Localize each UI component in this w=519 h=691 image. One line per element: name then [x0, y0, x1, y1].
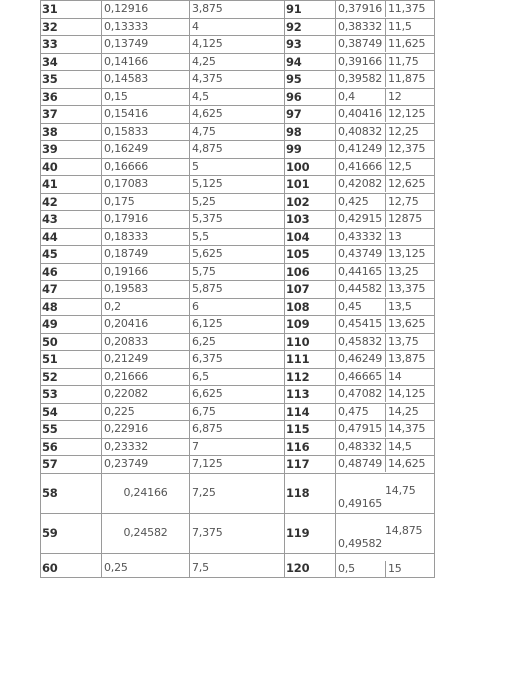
- value-pair-cell: [336, 211, 435, 229]
- value-cell: 5,5: [190, 228, 285, 246]
- value-cell: 0,14583: [102, 71, 190, 89]
- table-row: [41, 473, 435, 513]
- row-number: 51: [41, 351, 102, 369]
- value-cell: 0,19583: [102, 281, 190, 299]
- value-cell: 0,47082: [336, 386, 386, 402]
- value-cell: 0,21249: [102, 351, 190, 369]
- row-number: 97: [285, 106, 336, 124]
- value-pair-cell: [336, 53, 435, 71]
- value-pair-cell: [336, 553, 435, 577]
- value-cell: 0,41666: [336, 159, 386, 175]
- value-cell: 4,625: [190, 106, 285, 124]
- value-cell: 0,14166: [102, 53, 190, 71]
- value-pair-cell: [336, 246, 435, 264]
- value-cell: 0,4: [336, 89, 386, 105]
- value-cell: 6: [190, 298, 285, 316]
- value-pair-cell: [336, 36, 435, 54]
- value-pair-cell: [336, 141, 435, 159]
- value-cell: 13: [388, 229, 402, 243]
- row-number: 93: [285, 36, 336, 54]
- row-number: 52: [41, 368, 102, 386]
- value-cell: 6,625: [190, 386, 285, 404]
- row-number: 43: [41, 211, 102, 229]
- value-cell: 5,125: [190, 176, 285, 194]
- table-row: [41, 88, 435, 106]
- value-cell: 0,25: [102, 553, 190, 577]
- table-row: [41, 421, 435, 439]
- value-pair-cell: [336, 368, 435, 386]
- value-cell: 0,45415: [336, 316, 386, 332]
- value-cell: 0,44165: [336, 264, 386, 280]
- table-row: [41, 438, 435, 456]
- row-number: 101: [285, 176, 336, 194]
- value-cell: 6,875: [190, 421, 285, 439]
- value-pair-cell: [336, 71, 435, 89]
- table-row: [41, 53, 435, 71]
- value-cell: 0,39582: [336, 71, 386, 87]
- value-cell: 5,75: [190, 263, 285, 281]
- value-cell: 14,625: [388, 457, 426, 470]
- value-cell: 0,13333: [102, 18, 190, 36]
- table-row: [41, 263, 435, 281]
- value-pair-cell: [336, 351, 435, 369]
- table-row: [41, 368, 435, 386]
- table-row: [41, 211, 435, 229]
- row-number: 57: [41, 456, 102, 474]
- table-row: [41, 316, 435, 334]
- row-number: 107: [285, 281, 336, 299]
- value-cell: 6,375: [190, 351, 285, 369]
- value-pair-cell: [336, 386, 435, 404]
- value-cell: 0,15: [102, 88, 190, 106]
- value-cell: 4,75: [190, 123, 285, 141]
- value-cell: 0,18333: [102, 228, 190, 246]
- value-cell: 0,48332: [336, 439, 386, 455]
- row-number: 115: [285, 421, 336, 439]
- row-number: 48: [41, 298, 102, 316]
- value-cell: 0,17083: [102, 176, 190, 194]
- value-pair-cell: [336, 438, 435, 456]
- row-number: 116: [285, 438, 336, 456]
- row-number: 54: [41, 403, 102, 421]
- value-cell: 0,18749: [102, 246, 190, 264]
- row-number: 37: [41, 106, 102, 124]
- value-pair-cell: [336, 176, 435, 194]
- row-number: 44: [41, 228, 102, 246]
- value-cell: 4: [190, 18, 285, 36]
- row-number: 110: [285, 333, 336, 351]
- row-number: 47: [41, 281, 102, 299]
- value-pair-cell: [336, 123, 435, 141]
- value-cell: 5,375: [190, 211, 285, 229]
- value-pair-cell: [336, 281, 435, 299]
- row-number: 106: [285, 263, 336, 281]
- value-cell: 0,24582: [102, 513, 190, 553]
- value-cell: 12,125: [388, 107, 426, 120]
- row-number: 102: [285, 193, 336, 211]
- value-cell: 0,19166: [102, 263, 190, 281]
- value-cell: 15: [388, 561, 402, 575]
- value-cell: 6,5: [190, 368, 285, 386]
- value-cell: 0,24166: [102, 473, 190, 513]
- row-number: 111: [285, 351, 336, 369]
- value-cell: 0,20416: [102, 316, 190, 334]
- value-table: [40, 0, 435, 578]
- table-row: [41, 193, 435, 211]
- value-cell: 5: [190, 158, 285, 176]
- value-cell: 0,43749: [336, 246, 386, 262]
- row-number: 118: [285, 473, 336, 513]
- value-cell: 0,47915: [336, 421, 386, 437]
- value-pair-cell: [336, 421, 435, 439]
- value-pair-cell: [336, 298, 435, 316]
- row-number: 58: [41, 473, 102, 513]
- row-number: 56: [41, 438, 102, 456]
- value-cell: 13,625: [388, 317, 426, 330]
- value-cell: 0,46665: [336, 369, 386, 385]
- value-cell: 0,41249: [336, 141, 386, 157]
- row-number: 120: [285, 553, 336, 577]
- row-number: 119: [285, 513, 336, 553]
- value-cell: 0,45832: [336, 334, 386, 350]
- value-cell: 0,21666: [102, 368, 190, 386]
- value-cell: 0,37916: [336, 1, 386, 17]
- value-cell: 12,375: [388, 142, 426, 155]
- row-number: 45: [41, 246, 102, 264]
- table-row: [41, 176, 435, 194]
- row-number: 50: [41, 333, 102, 351]
- table-row: [41, 281, 435, 299]
- value-pair-cell: [336, 193, 435, 211]
- row-number: 113: [285, 386, 336, 404]
- value-cell: 11,5: [388, 19, 412, 33]
- value-cell: 4,125: [190, 36, 285, 54]
- row-number: 49: [41, 316, 102, 334]
- table-row: [41, 106, 435, 124]
- value-cell: 13,5: [388, 299, 412, 313]
- row-number: 99: [285, 141, 336, 159]
- row-number: 112: [285, 368, 336, 386]
- value-cell: 12,25: [388, 124, 419, 138]
- table-row: [41, 403, 435, 421]
- row-number: 39: [41, 141, 102, 159]
- value-cell: 12875: [388, 212, 422, 225]
- value-cell: 0,42082: [336, 176, 386, 192]
- value-cell: 14,875: [385, 524, 423, 537]
- table-row: [41, 36, 435, 54]
- value-cell: 13,125: [388, 247, 426, 260]
- table-row: [41, 351, 435, 369]
- value-cell: 13,375: [388, 282, 426, 295]
- value-pair-cell: [336, 158, 435, 176]
- value-cell: 0,40416: [336, 106, 386, 122]
- row-number: 103: [285, 211, 336, 229]
- value-cell: 6,75: [190, 403, 285, 421]
- value-cell: 4,5: [190, 88, 285, 106]
- table-row: [41, 228, 435, 246]
- value-cell: 5,875: [190, 281, 285, 299]
- table-row: [41, 71, 435, 89]
- table-row: [41, 553, 435, 577]
- value-cell: 0,16249: [102, 141, 190, 159]
- value-cell: 13,25: [388, 264, 419, 278]
- row-number: 60: [41, 553, 102, 577]
- value-cell: 0,38749: [336, 36, 386, 52]
- value-cell: 0,23332: [102, 438, 190, 456]
- value-cell: 7,375: [190, 513, 285, 553]
- value-cell: 3,875: [190, 1, 285, 19]
- value-cell: 11,375: [388, 2, 426, 15]
- value-cell: 12: [388, 89, 402, 103]
- value-cell: 0,22916: [102, 421, 190, 439]
- row-number: 34: [41, 53, 102, 71]
- value-cell: 0,43332: [336, 229, 386, 245]
- row-number: 94: [285, 53, 336, 71]
- row-number: 96: [285, 88, 336, 106]
- value-cell: 11,75: [388, 54, 419, 68]
- value-pair-cell: [336, 228, 435, 246]
- row-number: 31: [41, 1, 102, 19]
- row-number: 91: [285, 1, 336, 19]
- value-cell: 0,16666: [102, 158, 190, 176]
- value-cell: 4,875: [190, 141, 285, 159]
- value-cell: 7,25: [190, 473, 285, 513]
- value-cell: 11,875: [388, 72, 426, 85]
- value-cell: 0,20833: [102, 333, 190, 351]
- table-row: [41, 141, 435, 159]
- value-pair-cell: [336, 263, 435, 281]
- row-number: 117: [285, 456, 336, 474]
- value-cell: 0,12916: [102, 1, 190, 19]
- value-cell: 0,49582: [338, 536, 383, 550]
- row-number: 105: [285, 246, 336, 264]
- row-number: 108: [285, 298, 336, 316]
- value-cell: 0,38332: [336, 19, 386, 35]
- value-pair-cell: [336, 403, 435, 421]
- value-cell: 4,25: [190, 53, 285, 71]
- row-number: 95: [285, 71, 336, 89]
- value-cell: 12,75: [388, 194, 419, 208]
- value-cell: 0,48749: [336, 456, 386, 472]
- value-cell: 0,2: [102, 298, 190, 316]
- row-number: 36: [41, 88, 102, 106]
- row-number: 53: [41, 386, 102, 404]
- value-pair-cell: [336, 106, 435, 124]
- value-cell: 0,39166: [336, 54, 386, 70]
- value-cell: 0,425: [336, 194, 386, 210]
- value-cell: 12,5: [388, 159, 412, 173]
- value-cell: 0,225: [102, 403, 190, 421]
- value-cell: 0,15416: [102, 106, 190, 124]
- row-number: 42: [41, 193, 102, 211]
- row-number: 55: [41, 421, 102, 439]
- value-cell: 0,22082: [102, 386, 190, 404]
- table-row: [41, 158, 435, 176]
- value-cell: 13,875: [388, 352, 426, 365]
- value-cell: 14,25: [388, 404, 419, 418]
- value-cell: 6,25: [190, 333, 285, 351]
- row-number: 109: [285, 316, 336, 334]
- value-cell: 0,42915: [336, 211, 386, 227]
- value-cell: 4,375: [190, 71, 285, 89]
- value-cell: 0,15833: [102, 123, 190, 141]
- value-pair-cell: [336, 473, 435, 513]
- table-row: [41, 1, 435, 19]
- value-cell: 6,125: [190, 316, 285, 334]
- value-cell: 11,625: [388, 37, 426, 50]
- table-row: [41, 386, 435, 404]
- value-cell: 5,25: [190, 193, 285, 211]
- table-row: [41, 513, 435, 553]
- value-pair-cell: [336, 18, 435, 36]
- row-number: 59: [41, 513, 102, 553]
- value-cell: 5,625: [190, 246, 285, 264]
- row-number: 92: [285, 18, 336, 36]
- value-cell: 14: [388, 369, 402, 383]
- value-table-body: [41, 1, 435, 578]
- value-cell: 14,375: [388, 422, 426, 435]
- value-pair-cell: [336, 513, 435, 553]
- value-cell: 0,475: [336, 404, 386, 420]
- value-pair-cell: [336, 1, 435, 19]
- value-cell: 7,125: [190, 456, 285, 474]
- value-cell: 0,40832: [336, 124, 386, 140]
- table-row: [41, 298, 435, 316]
- table-row: [41, 333, 435, 351]
- row-number: 32: [41, 18, 102, 36]
- value-cell: 0,5: [336, 561, 386, 577]
- table-row: [41, 246, 435, 264]
- value-cell: 14,5: [388, 439, 412, 453]
- row-number: 41: [41, 176, 102, 194]
- value-cell: 14,125: [388, 387, 426, 400]
- row-number: 35: [41, 71, 102, 89]
- value-pair-cell: [336, 88, 435, 106]
- value-cell: 0,45: [336, 299, 386, 315]
- value-cell: 0,13749: [102, 36, 190, 54]
- value-cell: 14,75: [385, 484, 416, 497]
- value-cell: 0,17916: [102, 211, 190, 229]
- table-row: [41, 123, 435, 141]
- value-cell: 0,23749: [102, 456, 190, 474]
- value-cell: 12,625: [388, 177, 426, 190]
- value-cell: 7: [190, 438, 285, 456]
- value-cell: 0,175: [102, 193, 190, 211]
- value-cell: 7,5: [190, 553, 285, 577]
- row-number: 38: [41, 123, 102, 141]
- row-number: 46: [41, 263, 102, 281]
- value-cell: 13,75: [388, 334, 419, 348]
- row-number: 100: [285, 158, 336, 176]
- value-pair-cell: [336, 316, 435, 334]
- row-number: 33: [41, 36, 102, 54]
- row-number: 98: [285, 123, 336, 141]
- table-row: [41, 456, 435, 474]
- row-number: 40: [41, 158, 102, 176]
- row-number: 114: [285, 403, 336, 421]
- value-pair-cell: [336, 456, 435, 474]
- row-number: 104: [285, 228, 336, 246]
- value-cell: 0,49165: [338, 496, 383, 510]
- value-cell: 0,44582: [336, 281, 386, 297]
- value-cell: 0,46249: [336, 351, 386, 367]
- value-pair-cell: [336, 333, 435, 351]
- table-row: [41, 18, 435, 36]
